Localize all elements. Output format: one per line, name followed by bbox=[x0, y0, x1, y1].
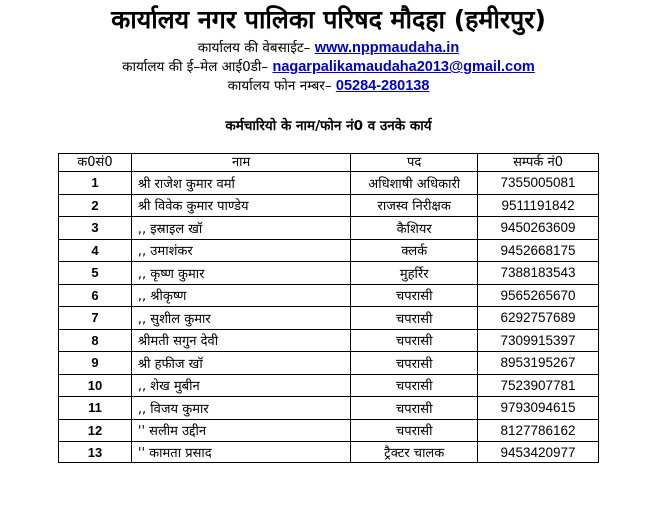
col-header-contact: सम्पर्क नं0 bbox=[478, 154, 599, 172]
table-row bbox=[59, 374, 599, 397]
serial-cell: 9 bbox=[59, 352, 132, 375]
name-cell: ,, श्रीकृष्ण bbox=[131, 284, 350, 307]
phone-cell: 7388183543 bbox=[478, 262, 599, 285]
post-cell: क्लर्क bbox=[351, 239, 478, 262]
serial-cell: 4 bbox=[59, 239, 132, 262]
serial-cell: 10 bbox=[59, 374, 132, 397]
email-label: कार्यालय की ई–मेल आई0डी– bbox=[122, 59, 269, 75]
name-cell: श्री राजेश कुमार वर्मा bbox=[131, 172, 350, 195]
phone-label: कार्यालय फोन नम्बर– bbox=[227, 78, 332, 94]
post-cell: कैशियर bbox=[351, 217, 478, 240]
table-row bbox=[59, 307, 599, 330]
name-cell: श्री हफीज खॉ bbox=[131, 352, 350, 375]
serial-cell: 13 bbox=[59, 442, 132, 463]
office-title: कार्यालय नगर पालिका परिषद मौदहा (हमीरपुर) bbox=[111, 5, 546, 34]
name-cell: ,, विजय कुमार bbox=[131, 397, 350, 420]
table-row bbox=[59, 217, 599, 240]
name-cell: '' सलीम उद्दीन bbox=[131, 419, 350, 442]
phone-cell: 6292757689 bbox=[478, 307, 599, 330]
name-cell: श्री विवेक कुमार पाण्डेय bbox=[131, 194, 350, 217]
name-cell: ,, उमाशंकर bbox=[131, 239, 350, 262]
table-row bbox=[59, 352, 599, 375]
phone-cell: 9793094615 bbox=[478, 397, 599, 420]
email-line bbox=[0, 58, 657, 76]
table-row bbox=[59, 442, 599, 463]
phone-cell: 8953195267 bbox=[478, 352, 599, 375]
post-cell: चपरासी bbox=[351, 307, 478, 330]
staff-table bbox=[58, 153, 599, 463]
website-link[interactable]: www.nppmaudaha.in bbox=[314, 40, 460, 56]
table-row bbox=[59, 397, 599, 420]
phone-cell: 9453420977 bbox=[478, 442, 599, 463]
phone-cell: 9450263609 bbox=[478, 217, 599, 240]
serial-cell: 11 bbox=[59, 397, 132, 420]
post-cell: ट्रैक्टर चालक bbox=[351, 442, 478, 463]
table-row bbox=[59, 419, 599, 442]
col-header-name: नाम bbox=[131, 154, 350, 172]
table-row bbox=[59, 284, 599, 307]
serial-cell: 12 bbox=[59, 419, 132, 442]
website-line bbox=[0, 39, 657, 57]
serial-cell: 1 bbox=[59, 172, 132, 195]
name-cell: ,, कृष्ण कुमार bbox=[131, 262, 350, 285]
phone-cell: 7309915397 bbox=[478, 329, 599, 352]
table-header-row bbox=[59, 154, 599, 172]
table-caption: कर्मचारियो के नाम/फोन नं0 व उनके कार्य bbox=[225, 118, 432, 134]
serial-cell: 5 bbox=[59, 262, 132, 285]
serial-cell: 2 bbox=[59, 194, 132, 217]
table-row bbox=[59, 262, 599, 285]
table-row bbox=[59, 239, 599, 262]
phone-number: 05284-280138 bbox=[335, 78, 430, 94]
col-header-post: पद bbox=[351, 154, 478, 172]
table-row bbox=[59, 329, 599, 352]
post-cell: चपरासी bbox=[351, 419, 478, 442]
email-link[interactable]: nagarpalikamaudaha2013@gmail.com bbox=[272, 59, 535, 75]
serial-cell: 6 bbox=[59, 284, 132, 307]
phone-cell: 7523907781 bbox=[478, 374, 599, 397]
post-cell: चपरासी bbox=[351, 397, 478, 420]
serial-cell: 3 bbox=[59, 217, 132, 240]
table-row bbox=[59, 194, 599, 217]
post-cell: मुहर्रिर bbox=[351, 262, 478, 285]
phone-cell: 9452668175 bbox=[478, 239, 599, 262]
post-cell: चपरासी bbox=[351, 352, 478, 375]
phone-cell: 8127786162 bbox=[478, 419, 599, 442]
phone-line bbox=[0, 77, 657, 95]
phone-cell: 9565265670 bbox=[478, 284, 599, 307]
post-cell: अधिशाषी अधिकारी bbox=[351, 172, 478, 195]
name-cell: ,, इस्राइल खॉ bbox=[131, 217, 350, 240]
post-cell: चपरासी bbox=[351, 284, 478, 307]
post-cell: चपरासी bbox=[351, 329, 478, 352]
col-header-serial: क0सं0 bbox=[59, 154, 132, 172]
name-cell: ,, शेख मुबीन bbox=[131, 374, 350, 397]
name-cell: श्रीमती सगुन देवी bbox=[131, 329, 350, 352]
serial-cell: 7 bbox=[59, 307, 132, 330]
name-cell: ,, सुशील कुमार bbox=[131, 307, 350, 330]
post-cell: चपरासी bbox=[351, 374, 478, 397]
serial-cell: 8 bbox=[59, 329, 132, 352]
post-cell: राजस्व निरीक्षक bbox=[351, 194, 478, 217]
name-cell: '' कामता प्रसाद bbox=[131, 442, 350, 463]
website-label: कार्यालय की वेबसाईट– bbox=[197, 40, 311, 56]
phone-cell: 7355005081 bbox=[478, 172, 599, 195]
table-row bbox=[59, 172, 599, 195]
phone-cell: 9511191842 bbox=[478, 194, 599, 217]
